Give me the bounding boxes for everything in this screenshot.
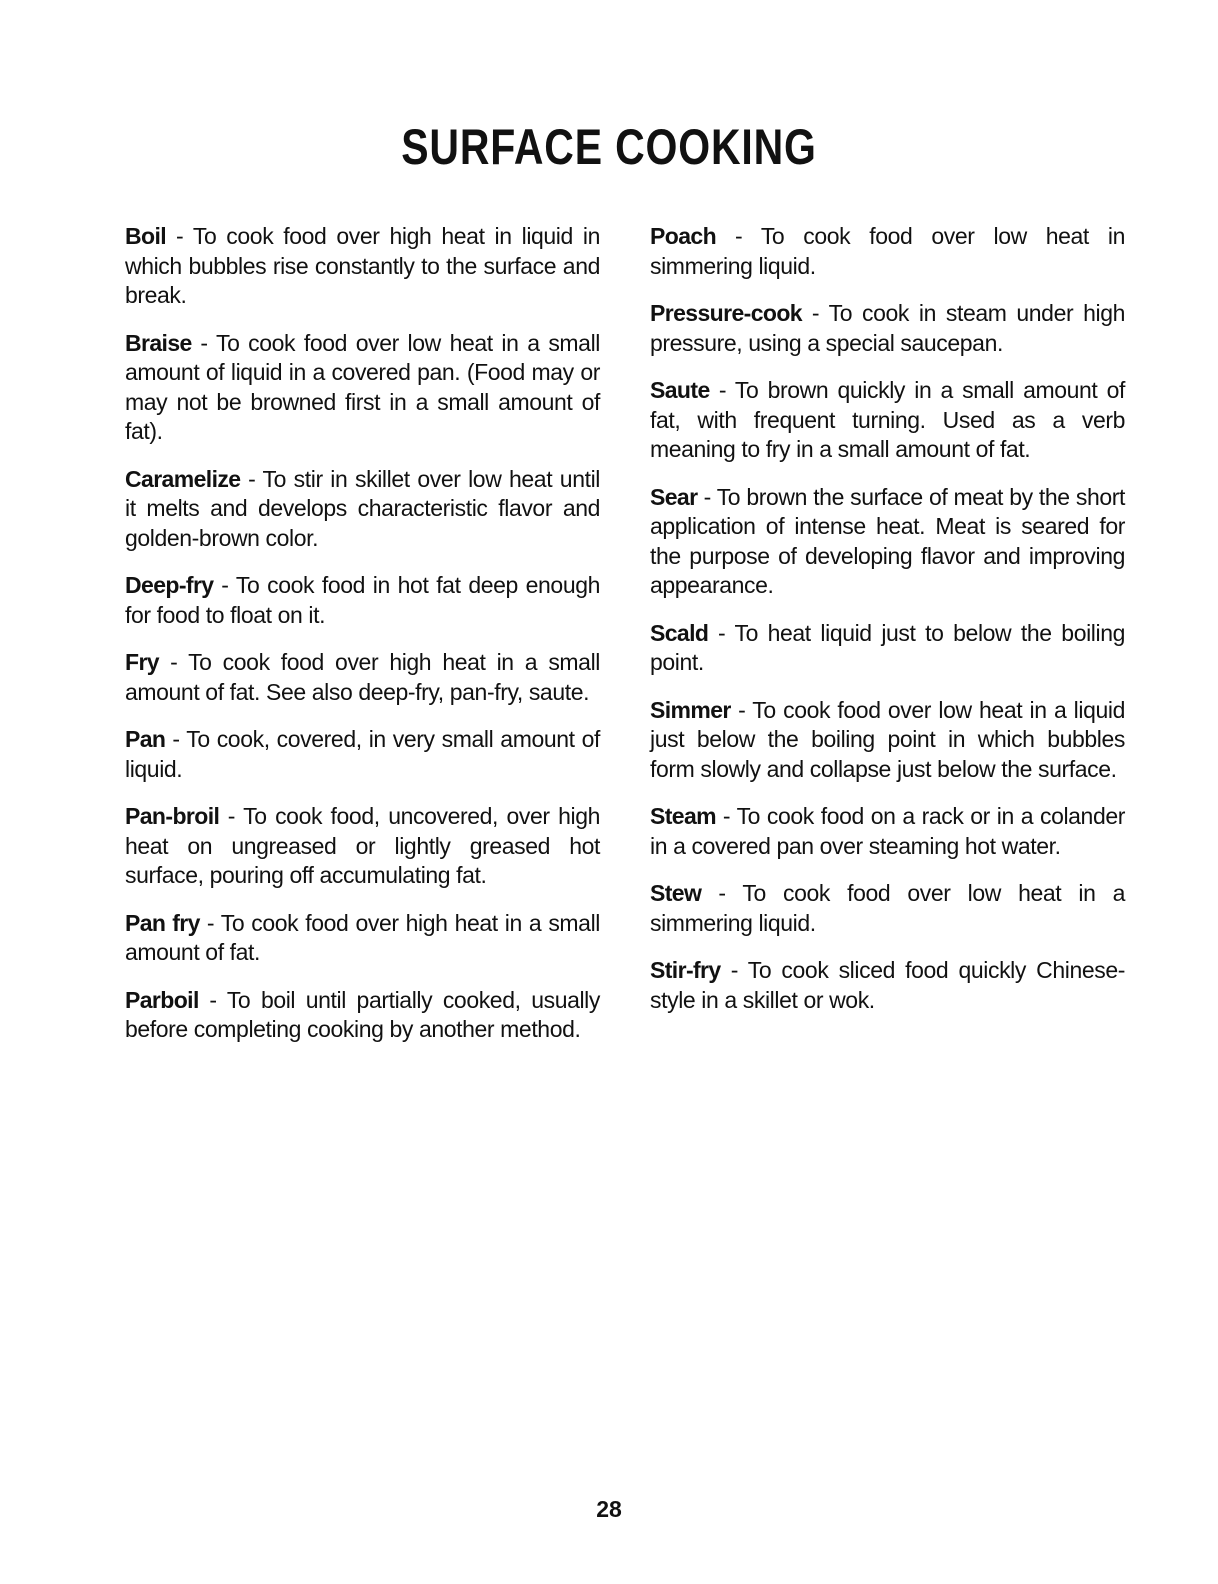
- glossary-definition: - To brown quickly in a small amount of fat, with frequent turning. Used as a verb meaning to fry in a small amount of fat.: [650, 377, 1125, 462]
- glossary-term: Pressure-cook: [650, 300, 802, 326]
- glossary-entry: [125, 648, 600, 707]
- glossary-term: Pan fry: [125, 909, 200, 936]
- glossary-definition: - To cook food over high heat in a small amount of fat. See also deep-fry, pan-fry, saute.: [125, 649, 600, 705]
- glossary-definition: - To cook sliced food quickly Chinese-style in a skillet or wok.: [650, 957, 1125, 1013]
- glossary-definition: - To cook food over low heat in a liquid just below the boiling point in which bubbles form slowly and collapse just below the surface.: [650, 696, 1125, 782]
- glossary-entry: [125, 571, 600, 630]
- glossary-definition: - To cook food, uncovered, over high heat on ungreased or lightly greased hot surface, pouring off accumulating fat.: [125, 803, 600, 888]
- glossary-definition: - To cook in steam under high pressure, using a special saucepan.: [650, 300, 1125, 356]
- glossary-term: Braise: [125, 329, 192, 356]
- glossary-definition: - To cook food over low heat in simmering liquid.: [650, 223, 1125, 279]
- glossary-term: Scald: [650, 619, 709, 646]
- glossary-entry: [125, 465, 600, 554]
- glossary-entry: [650, 802, 1125, 861]
- glossary-term: Boil: [125, 223, 167, 249]
- glossary-definition: - To cook food over low heat in a small amount of liquid in a covered pan. (Food may or may not be browned first in a small amount of fat).: [125, 329, 600, 444]
- glossary-term: Pan: [125, 726, 166, 752]
- glossary-definition: - To stir in skillet over low heat until it melts and develops characteristic flavor and golden-brown color.: [125, 465, 600, 551]
- glossary-entry: [125, 802, 600, 891]
- right-column: [650, 222, 1125, 1033]
- glossary-term: Stew: [650, 880, 702, 906]
- glossary-term: Sear: [650, 483, 698, 510]
- glossary-definition: - To cook food over low heat in a simmering liquid.: [650, 880, 1125, 936]
- glossary-entry: [650, 483, 1125, 601]
- glossary-entry: [650, 619, 1125, 678]
- glossary-entry: [125, 986, 600, 1045]
- glossary-entry: [125, 725, 600, 784]
- glossary-entry: [125, 329, 600, 447]
- glossary-entry: [650, 222, 1125, 281]
- glossary-entry: [650, 299, 1125, 358]
- page-title: SURFACE COOKING: [401, 119, 817, 175]
- glossary-entry: [650, 696, 1125, 785]
- glossary-definition: - To cook food over high heat in a small amount of fat.: [125, 909, 600, 965]
- glossary-term: Caramelize: [125, 465, 241, 492]
- glossary-entry: [650, 376, 1125, 465]
- glossary-term: Fry: [125, 649, 159, 675]
- glossary-definition: - To boil until partially cooked, usually before completing cooking by another method.: [125, 986, 600, 1042]
- glossary-term: Deep-fry: [125, 572, 214, 598]
- glossary-definition: - To cook food on a rack or in a colander in a covered pan over steaming hot water.: [650, 803, 1125, 859]
- glossary-definition: - To heat liquid just to below the boiling point.: [650, 619, 1125, 675]
- glossary-entry: [125, 222, 600, 311]
- glossary-definition: - To cook food over high heat in liquid in which bubbles rise constantly to the surface and break.: [125, 223, 600, 308]
- glossary-term: Steam: [650, 803, 717, 829]
- glossary-term: Poach: [650, 223, 717, 249]
- glossary-term: Stir-fry: [650, 957, 721, 983]
- glossary-term: Pan-broil: [125, 803, 220, 829]
- glossary-definition: - To brown the surface of meat by the short application of intense heat. Meat is seared for the purpose of developing flavor and improving appearance.: [650, 483, 1125, 598]
- glossary-definition: - To cook food in hot fat deep enough for food to float on it.: [125, 572, 600, 628]
- page-number: 28: [596, 1496, 622, 1522]
- glossary-entry: [125, 909, 600, 968]
- left-column: [125, 222, 600, 1063]
- glossary-term: Saute: [650, 377, 710, 403]
- glossary-entry: [650, 879, 1125, 938]
- glossary-definition: - To cook, covered, in very small amount of liquid.: [125, 726, 600, 782]
- glossary-term: Simmer: [650, 696, 731, 723]
- glossary-entry: [650, 956, 1125, 1015]
- glossary-term: Parboil: [125, 986, 199, 1013]
